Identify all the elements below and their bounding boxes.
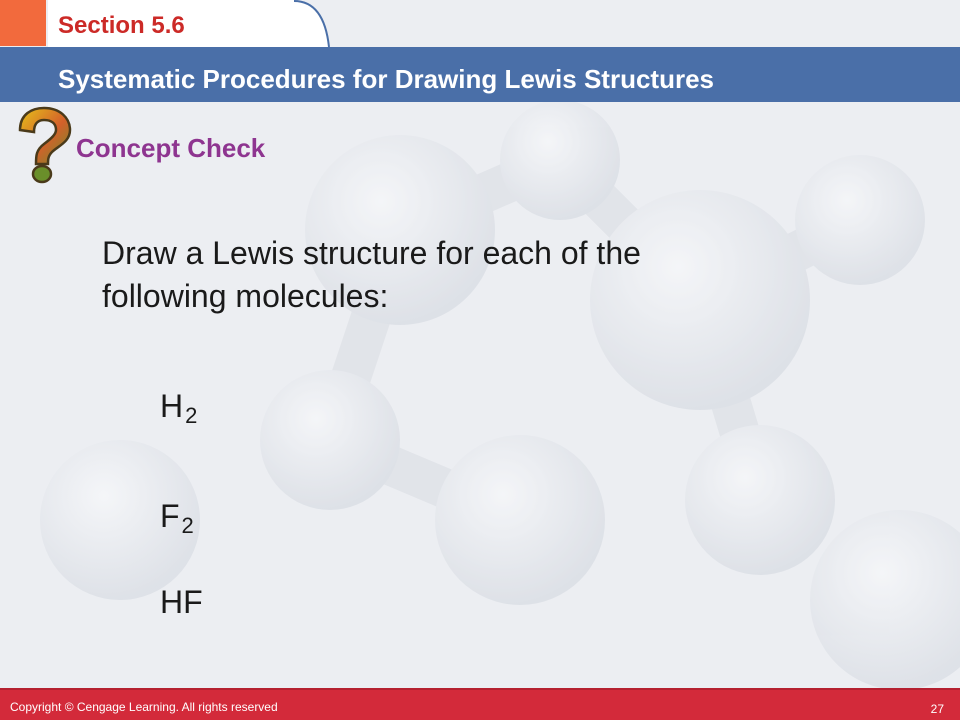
- prompt-line-2: following molecules:: [102, 278, 389, 314]
- molecule-formula: HF: [160, 584, 203, 620]
- slide-title: Systematic Procedures for Drawing Lewis Structures: [58, 64, 714, 94]
- header-accent-square: [0, 0, 46, 46]
- page-number: 27: [930, 702, 944, 716]
- section-label: Section 5.6: [58, 12, 185, 39]
- prompt-line-1: Draw a Lewis structure for each of the: [102, 235, 641, 271]
- copyright-notice: Copyright © Cengage Learning. All rights reserved: [10, 700, 278, 714]
- molecule-subscript: 2: [181, 513, 194, 538]
- molecule-h2: [160, 388, 197, 429]
- molecule-f2: [160, 498, 194, 539]
- molecule-subscript: 2: [185, 403, 198, 428]
- question-prompt: [102, 232, 802, 318]
- question-mark-icon: [6, 104, 78, 184]
- molecule-formula: H: [160, 388, 184, 424]
- molecule-hf: [160, 584, 203, 621]
- concept-check-heading: Concept Check: [76, 133, 266, 163]
- molecule-formula: F: [160, 498, 180, 534]
